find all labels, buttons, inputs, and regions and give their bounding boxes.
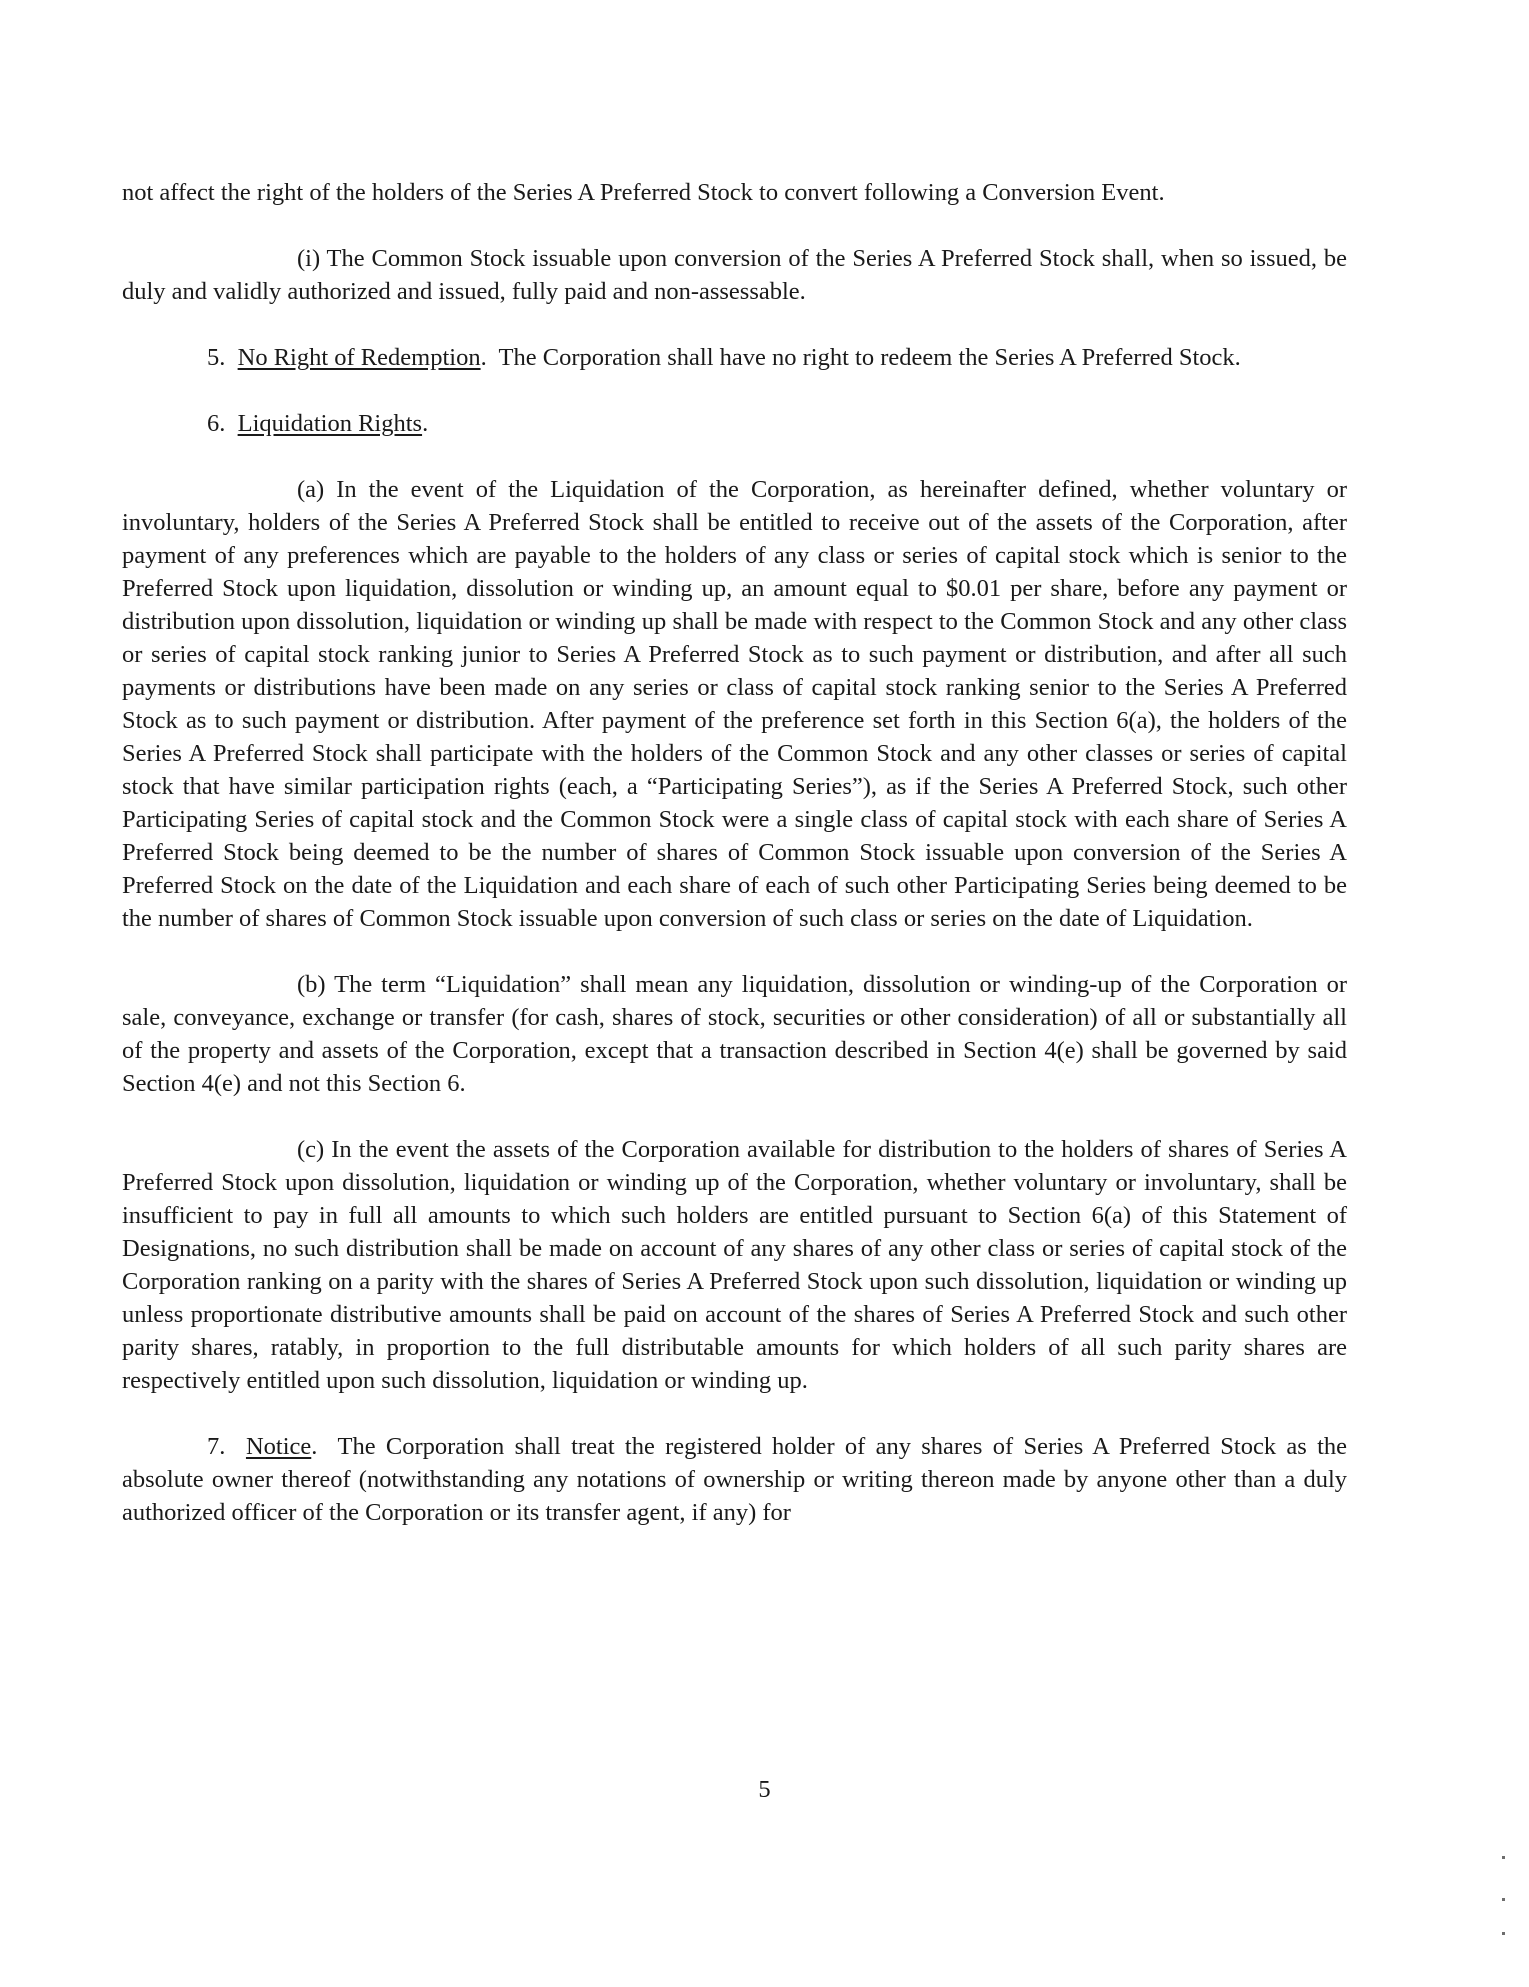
- section-7-title: Notice: [245, 1433, 312, 1460]
- paragraph-6c: (c) In the event the assets of the Corporation available for distribution to the holders of shares of Series A Preferred Stock upon dissolution, liquidation or winding up of the Corporation, whether voluntary or involuntary, shall be insufficient to pay in full all amounts to which such holders are entitled pursuant to Section 6(a) of this Statement of Designations, no such distribution shall be made on account of any shares of any other class or series of capital stock of the Corporation ranking on a parity with the shares of Series A Preferred Stock upon such dissolution, liquidation or winding up unless proportionate distributive amounts shall be paid on account of the shares of Series A Preferred Stock and such other parity shares, ratably, in proportion to the full distributable amounts for which holders of all such parity shares are respectively entitled upon such dissolution, liquidation or winding up.: [122, 1136, 1347, 1394]
- section-7-number: 7.: [207, 1433, 226, 1460]
- scan-artifact: [1502, 1898, 1505, 1901]
- section-6-number: 6.: [207, 410, 226, 437]
- section-5-body: The Corporation shall have no right to redeem the Series A Preferred Stock.: [498, 344, 1241, 371]
- page-number: 5: [758, 1776, 771, 1803]
- section-6-heading: 6. Liquidation Rights.: [207, 410, 429, 437]
- continuation-paragraph: not affect the right of the holders of the Series A Preferred Stock to convert following a Conversion Event.: [122, 179, 1165, 206]
- section-5: 5. No Right of Redemption. The Corporation shall have no right to redeem the Series A Preferred Stock.: [207, 344, 1241, 371]
- scan-artifact: [1502, 1856, 1505, 1859]
- section-7-body: The Corporation shall treat the registered holder of any shares of Series A Preferred Stock as the absolute owner thereof (notwithstanding any notations of ownership or writing thereon made by anyone other than a duly authorized officer of the Corporation or its transfer agent, if any) for: [122, 1433, 1348, 1526]
- paragraph-4i: (i) The Common Stock issuable upon conversion of the Series A Preferred Stock shall, when so issued, be duly and validly authorized and issued, fully paid and non-assessable.: [122, 245, 1347, 305]
- section-6-title: Liquidation Rights: [237, 410, 423, 437]
- paragraph-6b: (b) The term “Liquidation” shall mean any liquidation, dissolution or winding-up of the Corporation or sale, conveyance, exchange or transfer (for cash, shares of stock, securities or other consideration) of all or substantially all of the property and assets of the Corporation, except that a transaction described in Section 4(e) shall be governed by said Section 4(e) and not this Section 6.: [122, 971, 1347, 1097]
- scan-artifact: [1502, 1932, 1505, 1935]
- section-7: 7. Notice. The Corporation shall treat the registered holder of any shares of Series A Preferred Stock as the absolute owner thereof (notwithstanding any notations of ownership or writing thereon made by anyone other than a duly authorized officer of the Corporation or its transfer agent, if any) for: [122, 1433, 1348, 1526]
- paragraph-6a: (a) In the event of the Liquidation of the Corporation, as hereinafter defined, whether voluntary or involuntary, holders of the Series A Preferred Stock shall be entitled to receive out of the assets of the Corporation, after payment of any preferences which are payable to the holders of any class or series of capital stock which is senior to the Preferred Stock upon liquidation, dissolution or winding up, an amount equal to $0.01 per share, before any payment or distribution upon dissolution, liquidation or winding up shall be made with respect to the Common Stock and any other class or series of capital stock ranking junior to Series A Preferred Stock as to such payment or distribution, and after all such payments or distributions have been made on any series or class of capital stock ranking senior to the Series A Preferred Stock as to such payment or distribution. After payment of the preference set forth in this Section 6(a), the holders of the Series A Preferred Stock shall participate with the holders of the Common Stock and any other classes or series of capital stock that have similar participation rights (each, a “Participating Series”), as if the Series A Preferred Stock, such other Participating Series of capital stock and the Common Stock were a single class of capital stock with each share of Series A Preferred Stock being deemed to be the number of shares of Common Stock issuable upon conversion of the Series A Preferred Stock on the date of the Liquidation and each share of each of such other Participating Series being deemed to be the number of shares of Common Stock issuable upon conversion of such class or series on the date of Liquidation.: [122, 476, 1347, 932]
- section-5-number: 5.: [207, 344, 226, 371]
- document-body: [122, 176, 1347, 1562]
- section-5-title: No Right of Redemption: [237, 344, 481, 371]
